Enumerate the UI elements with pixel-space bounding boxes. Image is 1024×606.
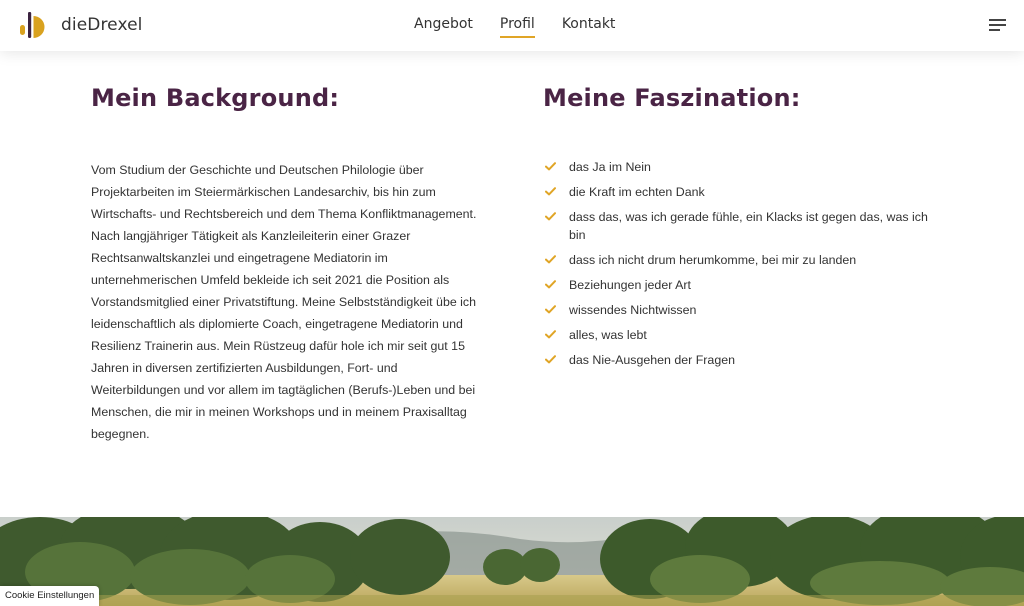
nav-item-profil[interactable]: Profil	[500, 16, 535, 35]
list-item	[543, 326, 943, 344]
list-item	[543, 301, 943, 319]
main-nav	[414, 16, 642, 35]
landscape-image	[0, 517, 1024, 606]
list-item	[543, 276, 943, 294]
list-item-text: die Kraft im echten Dank	[569, 185, 705, 199]
list-item-text: Beziehungen jeder Art	[569, 278, 691, 292]
list-item	[543, 351, 943, 369]
hamburger-menu-icon[interactable]	[989, 18, 1006, 32]
list-item	[543, 158, 943, 176]
list-item	[543, 208, 943, 244]
nav-item-angebot[interactable]: Angebot	[414, 16, 473, 32]
checkmark-icon	[545, 355, 556, 364]
fascination-list	[543, 158, 943, 369]
fascination-section	[543, 82, 943, 376]
logo-icon	[20, 11, 52, 39]
fascination-title: Meine Faszination:	[543, 84, 801, 112]
list-item	[543, 183, 943, 201]
logo-link[interactable]	[20, 11, 142, 39]
cookie-settings-button[interactable]: Cookie Einstellungen	[0, 586, 99, 606]
background-text: Vom Studium der Geschichte und Deutschen Philologie über Projektarbeiten im Steiermärkischen Landesarchiv, bis hin zum Wirtschafts- und Rechtsbereich und dem Thema Konfliktmanagement. Nach langjähriger Tätigkeit als Kanzleileiterin einer Grazer Rechtsanwaltskanzlei und eingetragene Mediatorin im unternehmerischen Umfeld bekleide ich seit 2021 die Position als Vorstandsmitglied einer Privatstiftung. Meine Selbstständigkeit übe ich leidenschaftlich als diplomierte Coach, eingetragene Mediatorin und Resilienz Trainerin aus. Mein Rüstzeug dafür hole ich mir seit gut 15 Jahren in diversen zertifizierten Ausbildungen, Fort- und Weiterbildungen und vor allem im tagtäglichen (Berufs-)Leben und bei Menschen, die mir in meinen Workshops und in meinem Praxisalltag begegnen.	[91, 163, 477, 441]
list-item-text: das Ja im Nein	[569, 160, 651, 174]
list-item-text: wissendes Nichtwissen	[569, 303, 697, 317]
checkmark-icon	[545, 330, 556, 339]
site-header	[0, 0, 1024, 51]
nav-item-kontakt[interactable]: Kontakt	[561, 16, 616, 32]
list-item	[543, 251, 943, 269]
checkmark-icon	[545, 162, 556, 171]
background-section	[91, 82, 486, 445]
checkmark-icon	[545, 187, 556, 196]
list-item-text: das Nie-Ausgehen der Fragen	[569, 353, 735, 367]
background-title: Mein Background:	[91, 84, 340, 112]
checkmark-icon	[545, 212, 556, 221]
list-item-text: dass das, was ich gerade fühle, ein Klacks ist gegen das, was ich bin	[569, 210, 928, 242]
checkmark-icon	[545, 305, 556, 314]
checkmark-icon	[545, 255, 556, 264]
checkmark-icon	[545, 280, 556, 289]
logo-text: dieDrexel	[61, 15, 143, 35]
list-item-text: alles, was lebt	[569, 328, 647, 342]
list-item-text: dass ich nicht drum herumkomme, bei mir zu landen	[569, 253, 857, 267]
